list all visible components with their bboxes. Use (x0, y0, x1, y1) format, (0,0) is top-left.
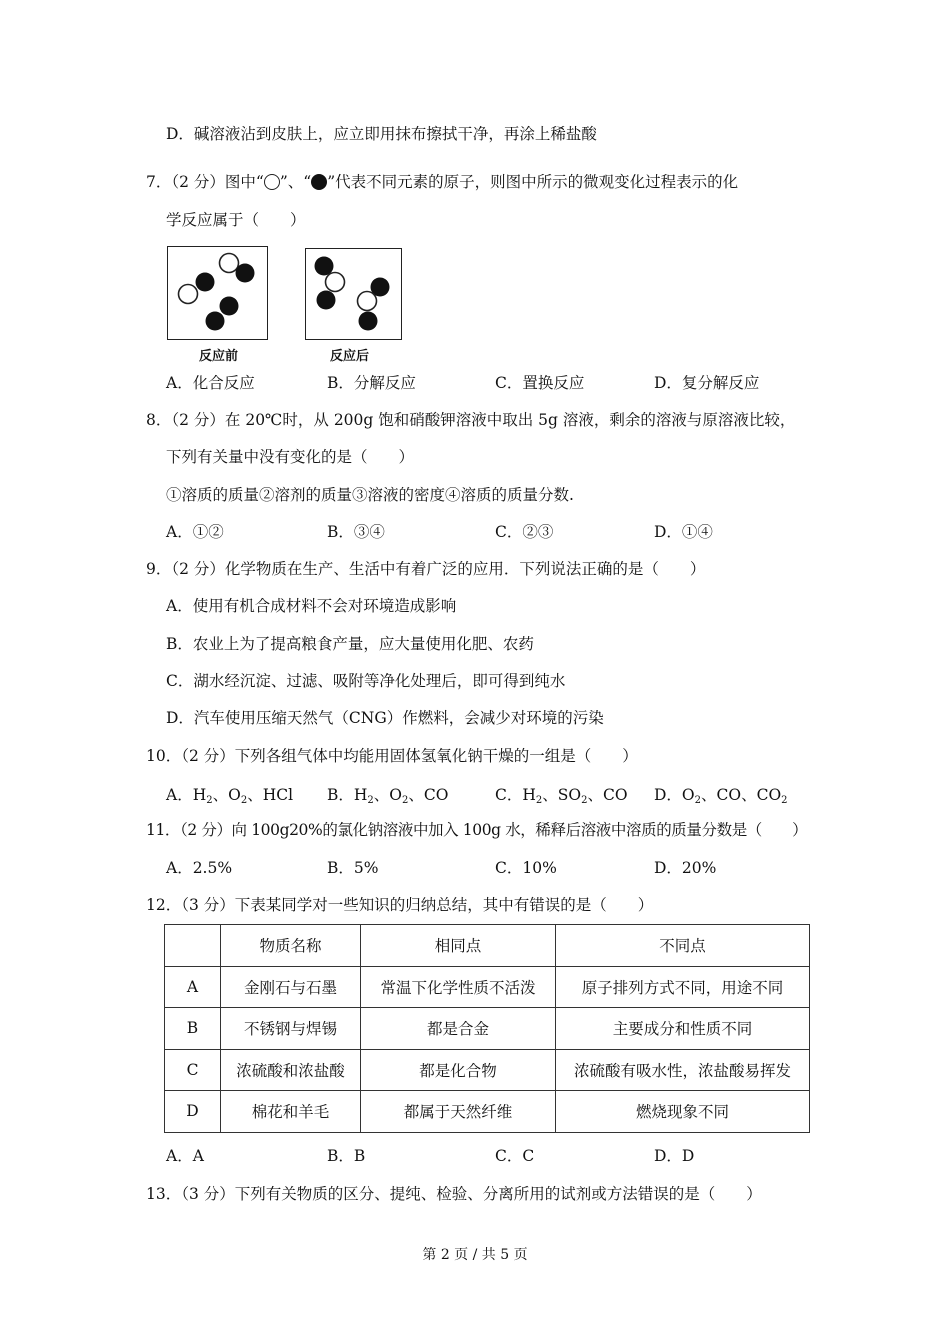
table-row (165, 1049, 810, 1091)
q13-stem: 13．（3 分）下列有关物质的区分、提纯、检验、分离所用的试剂或方法错误的是（ ） (146, 1185, 762, 1203)
table-cell: 都是合金 (361, 1008, 556, 1050)
q7-stem (146, 172, 738, 192)
q9-option-d: D．汽车使用压缩天然气（CNG）作燃料，会减少对环境的污染 (166, 709, 604, 727)
q10-option-a: A．$H_2$、$O_2$、HCl (166, 786, 294, 806)
q7-stem-a: 7．（2 分）图中“ (146, 173, 264, 191)
q8-option-d: D．①④ (654, 523, 713, 541)
q11-option-c: C．10% (495, 859, 557, 877)
q7-stem-c: ”代表不同元素的原子，则图中所示的微观变化过程表示的化 (327, 173, 739, 191)
q7-stem-line2: 学反应属于（ ） (166, 211, 306, 229)
q7-option-c: C．置换反应 (495, 374, 585, 392)
table-cell: D (165, 1091, 221, 1133)
table-cell: 棉花和羊毛 (221, 1091, 361, 1133)
black-atom-icon (311, 174, 327, 190)
q12-stem: 12．（3 分）下表某同学对一些知识的归纳总结，其中有错误的是（ ） (146, 896, 654, 914)
table-header-cell: 物质名称 (221, 925, 361, 967)
table-cell: 都属于天然纤维 (361, 1091, 556, 1133)
molecules-before-graphic (168, 247, 266, 338)
table-row (165, 966, 810, 1008)
q12-option-b: B．B (327, 1147, 366, 1165)
table-cell: B (165, 1008, 221, 1050)
table-cell: 都是化合物 (361, 1049, 556, 1091)
q8-option-b: B．③④ (327, 523, 385, 541)
q11-option-d: D．20% (654, 859, 717, 877)
q12-option-c: C．C (495, 1147, 535, 1165)
q6-option-d: D．碱溶液沾到皮肤上，应立即用抹布擦拭干净，再涂上稀盐酸 (166, 125, 597, 143)
q10-stem: 10．（2 分）下列各组气体中均能用固体氢氧化钠干燥的一组是（ ） (146, 747, 638, 765)
table-row (165, 1091, 810, 1133)
q9-option-c: C．湖水经沉淀、过滤、吸附等净化处理后，即可得到纯水 (166, 672, 566, 690)
q10-option-b: B．$H_2$、$O_2$、CO (327, 786, 449, 806)
table-row (165, 1008, 810, 1050)
table-cell: 金刚石与石墨 (221, 966, 361, 1008)
table-cell: 浓硫酸和浓盐酸 (221, 1049, 361, 1091)
table-header-cell: 相同点 (361, 925, 556, 967)
q8-stem-line2: 下列有关量中没有变化的是（ ） (166, 448, 415, 466)
q8-option-a: A．①② (166, 523, 224, 541)
q9-stem: 9．（2 分）化学物质在生产、生活中有着广泛的应用．下列说法正确的是（ ） (146, 560, 706, 578)
page-footer: 第 2 页 / 共 5 页 (422, 1247, 528, 1263)
q10-option-c: C．$H_2$、$SO_2$、CO (495, 786, 628, 806)
q8-stem-line3: ①溶质的质量②溶剂的质量③溶液的密度④溶质的质量分数. (166, 486, 574, 504)
table-header-row (165, 925, 810, 967)
table-header-cell: 不同点 (556, 925, 810, 967)
q12-option-d: D．D (654, 1147, 695, 1165)
q11-option-b: B．5% (327, 859, 379, 877)
diagram-after (305, 248, 402, 340)
table-cell: C (165, 1049, 221, 1091)
table-cell: 原子排列方式不同，用途不同 (556, 966, 810, 1008)
q7-option-b: B．分解反应 (327, 374, 416, 392)
molecules-after-graphic (306, 249, 400, 338)
diagram-before (167, 246, 268, 340)
q12-option-a: A．A (166, 1147, 204, 1165)
white-atom-icon (264, 174, 280, 190)
table-cell: 常温下化学性质不活泼 (361, 966, 556, 1008)
q7-stem-b: ”、“ (279, 173, 312, 191)
q11-stem: 11．（2 分）向 100g20%的氯化钠溶液中加入 100g 水，稀释后溶液中溶质的质量分数是（ ） (146, 821, 808, 839)
table-cell: A (165, 966, 221, 1008)
q9-option-a: A．使用有机合成材料不会对环境造成影响 (166, 597, 457, 615)
caption-after: 反应后 (330, 349, 370, 364)
table-cell: 浓硫酸有吸水性，浓盐酸易挥发 (556, 1049, 810, 1091)
q10-option-d: D．$O_2$、CO、$CO_2$ (654, 786, 788, 806)
q9-option-b: B．农业上为了提高粮食产量，应大量使用化肥、农药 (166, 635, 534, 653)
q8-option-c: C．②③ (495, 523, 554, 541)
table-cell: 燃烧现象不同 (556, 1091, 810, 1133)
table-cell: 不锈钢与焊锡 (221, 1008, 361, 1050)
knowledge-summary-table (164, 924, 810, 1133)
q8-stem-line1: 8．（2 分）在 20℃时，从 200g 饱和硝酸钾溶液中取出 5g 溶液，剩余的溶液与原溶液比较， (146, 411, 796, 429)
caption-before: 反应前 (199, 349, 239, 364)
q7-option-d: D．复分解反应 (654, 374, 760, 392)
table-cell: 主要成分和性质不同 (556, 1008, 810, 1050)
q7-option-a: A．化合反应 (166, 374, 255, 392)
q11-option-a: A．2.5% (166, 859, 233, 877)
table-header-cell (165, 925, 221, 967)
